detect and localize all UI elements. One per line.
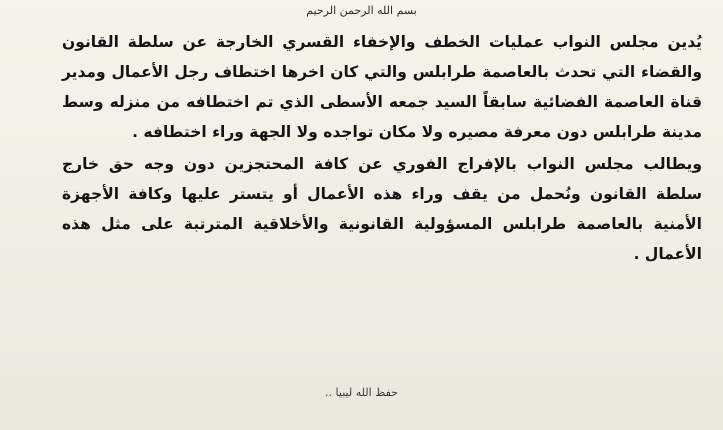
paragraph-demand: ويطالب مجلس النواب بالإفراج الفوري عن كافة المحتجزين دون وجه حق خارج سلطة القانون ونُحمل من يقف وراء هذه الأعمال أو يتستر عليها وكافة الأجهزة الأمنية بالعاصمة طرابلس المسؤولية القانونية والأخلاقية المترتبة على مثل هذه الأعمال . (62, 155, 702, 263)
statement-body (62, 27, 702, 269)
closing-line: حفظ الله ليبيا .. (325, 386, 398, 399)
paragraph-condemnation: يُدين مجلس النواب عمليات الخطف والإخفاء القسري الخارجة عن سلطة القانون والقضاء التي تحدث بالعاصمة طرابلس والتي كان اخرها اختطاف رجل الأعمال ومدير قناة العاصمة الفضائية سابقاً السيد جمعه الأسطى الذي تم اختطافه من منزله وسط مدينة طرابلس دون معرفة مصيره ولا مكان تواجده ولا الجهة وراء اختطافه . (62, 33, 702, 141)
basmala-heading: بسم الله الرحمن الرحيم (306, 4, 417, 17)
